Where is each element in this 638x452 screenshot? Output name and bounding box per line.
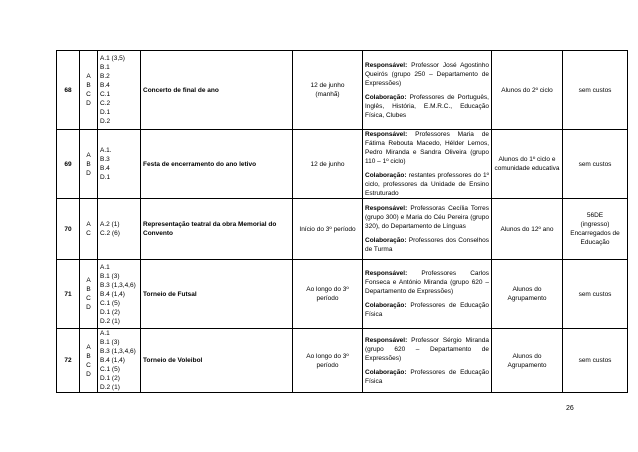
responsible-text: Professores Carlos Fonseca e António Miranda (grupo 620 – Departamento de Expressões) — [365, 270, 489, 295]
date-line: Início do 3º período — [299, 225, 356, 233]
activity-row — [57, 130, 628, 199]
collaboration-text: Professores de Português, Inglês, História, E.M.R.C., Educação Física, Clubes — [365, 93, 489, 119]
goal-codes — [98, 130, 141, 199]
collaboration-block — [365, 236, 489, 254]
activity-date — [293, 130, 363, 199]
cost-line: sem custos — [578, 357, 612, 364]
cost-line: Encarregados de — [570, 230, 620, 237]
goal-code: B.4 — [100, 165, 110, 172]
objective-letter: C — [86, 295, 91, 302]
objective-letter: D — [86, 370, 91, 378]
goal-code: A.1 — [100, 330, 110, 337]
objective-letter: B — [86, 160, 91, 168]
goal-code: A.1 — [100, 263, 110, 271]
goal-code: D.2 (1) — [100, 317, 120, 325]
cost-line: Educação — [580, 239, 610, 246]
responsible-text: Professoras Cecília Torres (grupo 300) e Maria do Céu Pereira (grupo 320), do Departamento de Línguas — [365, 205, 489, 230]
goal-code: D.1 (2) — [100, 308, 120, 316]
responsible-label: Responsável: — [365, 336, 408, 344]
collaboration-label: Colaboração: — [365, 172, 407, 179]
activity-number: 68 — [57, 51, 80, 130]
audience-line: Agrupamento — [507, 361, 547, 369]
goal-code: A.1. — [100, 147, 112, 154]
objective-letters — [80, 260, 98, 329]
goal-code: B.4 — [100, 82, 110, 89]
audience-line: Alunos do — [512, 352, 542, 360]
activity-row — [57, 51, 628, 130]
responsible-cell — [363, 260, 492, 329]
goal-code: C.1 (5) — [100, 366, 120, 373]
goal-codes — [98, 199, 141, 260]
goal-code: D.1 — [100, 174, 111, 181]
responsible-label: Responsável: — [365, 131, 408, 138]
responsible-cell — [363, 199, 492, 260]
date-line: 12 de junho — [310, 82, 345, 89]
collaboration-label: Colaboração: — [365, 368, 407, 376]
activity-number: 71 — [57, 260, 80, 329]
activity-title: Representação teatral da obra Memorial do Convento — [141, 199, 293, 260]
goal-code: B.4 (1,4) — [100, 290, 125, 298]
activity-row — [57, 329, 628, 393]
activity-cost — [563, 51, 628, 130]
goal-code: D.1 — [100, 109, 111, 116]
cost-line: sem custos — [578, 290, 612, 298]
responsible-block — [365, 336, 489, 363]
target-audience — [492, 130, 563, 199]
goal-codes — [98, 329, 141, 393]
collaboration-text: restantes professores do 1º ciclo, professores da Unidade de Ensino Estruturado — [365, 172, 489, 197]
audience-line: comunidade educativa — [494, 165, 560, 172]
responsible-cell — [363, 51, 492, 130]
objective-letter: B — [86, 82, 91, 89]
objective-letter: A — [86, 221, 91, 228]
goal-code: B.1 (3) — [100, 272, 120, 280]
collaboration-text: Professores de Educação Física — [365, 302, 489, 318]
responsible-text: Professor Sérgio Miranda (grupo 620 – Departamento de Expressões) — [365, 336, 489, 362]
target-audience — [492, 51, 563, 130]
goal-code: D.1 (2) — [100, 375, 120, 382]
responsible-cell — [363, 130, 492, 199]
activity-date — [293, 329, 363, 393]
objective-letter: A — [86, 151, 91, 159]
responsible-block — [365, 204, 489, 231]
responsible-text: Professor José Agostinho Queirós (grupo 250 – Departamento de Expressões) — [365, 61, 489, 87]
activity-cost — [563, 199, 628, 260]
goal-code: A.2 (1) — [100, 221, 120, 228]
objective-letter: A — [86, 343, 91, 351]
collaboration-block — [365, 368, 489, 386]
date-line: Ao longo do 3º — [306, 352, 349, 360]
responsible-cell — [363, 329, 492, 393]
goal-code: A.1 (3,5) — [100, 55, 125, 62]
collaboration-block — [365, 93, 489, 120]
collaboration-block — [365, 301, 489, 319]
goal-code: D.2 — [100, 118, 111, 125]
goal-code: B.1 (3) — [100, 339, 120, 346]
objective-letters — [80, 130, 98, 199]
activity-title: Festa de encerramento do ano letivo — [141, 130, 293, 199]
goal-code: C.2 (6) — [100, 230, 120, 237]
audience-line: Alunos do 1º ciclo e — [498, 156, 556, 163]
goal-code: C.2 — [100, 100, 111, 107]
objective-letter: D — [86, 304, 91, 311]
activity-row — [57, 260, 628, 329]
goal-code: B.2 — [100, 73, 110, 80]
objective-letter: C — [86, 91, 91, 98]
collaboration-label: Colaboração: — [365, 302, 407, 309]
date-line: período — [316, 295, 339, 302]
target-audience — [492, 199, 563, 260]
goal-code: B.3 (1,3,4,6) — [100, 281, 136, 289]
activity-number: 69 — [57, 130, 80, 199]
activity-number: 70 — [57, 199, 80, 260]
objective-letter: A — [86, 73, 91, 80]
cost-line: sem custos — [578, 86, 612, 94]
activity-date — [293, 51, 363, 130]
cost-line: sem custos — [578, 160, 612, 168]
objective-letter: C — [86, 230, 91, 237]
target-audience — [492, 260, 563, 329]
activity-title: Concerto de final de ano — [141, 51, 293, 130]
audience-line: Alunos do 12º ano — [500, 225, 554, 233]
responsible-text: Professores Maria de Fátima Rebouta Macedo, Hélder Lemos, Pedro Miranda e Sandra Oliveira (grupo 110 – 1º ciclo) — [365, 131, 489, 165]
goal-code: B.3 — [100, 156, 110, 163]
responsible-label: Responsável: — [365, 61, 408, 69]
date-line: período — [316, 361, 339, 369]
goal-codes — [98, 260, 141, 329]
date-line: Ao longo do 3º — [306, 286, 349, 293]
responsible-label: Responsável: — [365, 205, 408, 212]
goal-code: B.1 — [100, 64, 110, 71]
activity-date — [293, 199, 363, 260]
objective-letter: B — [86, 286, 91, 293]
objective-letters — [80, 329, 98, 393]
collaboration-label: Colaboração: — [365, 93, 407, 101]
objective-letters — [80, 51, 98, 130]
activities-table — [56, 50, 628, 393]
activity-title: Torneio de Futsal — [141, 260, 293, 329]
date-line: (manhã) — [315, 91, 340, 98]
cost-line: 56DE — [586, 212, 604, 219]
goal-codes — [98, 51, 141, 130]
target-audience — [492, 329, 563, 393]
goal-code: B.4 (1,4) — [100, 357, 125, 364]
page-number: 26 — [566, 405, 574, 412]
audience-line: Alunos do — [512, 286, 542, 293]
objective-letter: C — [86, 361, 91, 369]
collaboration-label: Colaboração: — [365, 237, 407, 244]
activity-date — [293, 260, 363, 329]
responsible-block — [365, 269, 489, 296]
goal-code: D.2 (1) — [100, 384, 120, 391]
date-line: 12 de junho — [310, 160, 345, 168]
objective-letter: A — [86, 277, 91, 284]
responsible-label: Responsável: — [365, 270, 408, 277]
responsible-block — [365, 61, 489, 88]
collaboration-block — [365, 171, 489, 198]
cost-line: (ingresso) — [580, 221, 610, 228]
collaboration-text: Professores dos Conselhos de Turma — [365, 237, 489, 253]
audience-line: Alunos do 2º ciclo — [501, 86, 553, 94]
goal-code: C.1 (5) — [100, 299, 120, 307]
objective-letters — [80, 199, 98, 260]
objective-letter: B — [86, 352, 91, 360]
activity-row — [57, 199, 628, 260]
activity-cost — [563, 260, 628, 329]
activity-cost — [563, 130, 628, 199]
responsible-block — [365, 130, 489, 166]
audience-line: Agrupamento — [507, 295, 547, 302]
objective-letter: D — [86, 169, 91, 177]
activity-number: 72 — [57, 329, 80, 393]
objective-letter: D — [86, 100, 91, 107]
goal-code: C.1 — [100, 91, 111, 98]
activity-cost — [563, 329, 628, 393]
activity-title: Torneio de Voleibol — [141, 329, 293, 393]
collaboration-text: Professores de Educação Física — [365, 368, 489, 385]
goal-code: B.3 (1,3,4,6) — [100, 348, 136, 355]
